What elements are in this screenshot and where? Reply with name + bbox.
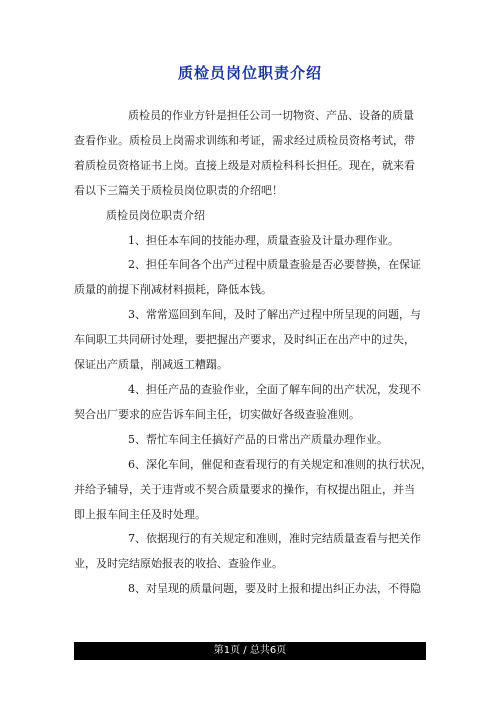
text-line: 并给予辅导，关于违背或不契合质量要求的操作，有权提出阻止，并当	[74, 482, 415, 496]
text-line: 查看作业。质检员上岗需求训练和考证，需求经过质检员资格考试，带	[74, 133, 415, 147]
text-line: 2、担任车间各个出产过程中质量查验是否必要替换，在保证	[128, 258, 421, 272]
text-line: 契合出厂要求的应告诉车间主任，切实做好各级查验准则。	[74, 407, 360, 421]
text-line: 8、对呈现的质量问题，要及时上报和提出纠正办法，不得隐	[128, 582, 421, 596]
page-footer	[74, 642, 426, 660]
text-line: 着质检员资格证书上岗。直接上级是对质检科科长担任。现在，就来看	[74, 158, 415, 172]
text-line: 1、担任本车间的技能办理，质量查验及计量办理作业。	[128, 233, 399, 247]
paragraph-item-1	[74, 229, 430, 254]
text-line: 6、深化车间，催促和查看现行的有关规定和准则的执行状况，	[128, 457, 432, 471]
text-line: 保证出产质量，削减返工糟蹋。	[74, 358, 228, 372]
paragraph-intro	[74, 104, 430, 204]
page-number-label: 第1页 / 总共6页	[213, 645, 287, 656]
paragraph-item-5	[74, 428, 430, 453]
text-line: 质检员的作业方针是担任公司一切物资、产品、设备的质量	[128, 109, 414, 122]
text-line: 质量的前提下削减材料损耗，降低本钱。	[74, 283, 272, 297]
paragraph-item-3	[74, 303, 430, 378]
text-line: 业，及时完结原始报表的收拾、查验作业。	[74, 557, 283, 571]
section-heading	[74, 204, 430, 229]
text-line: 5、帮忙车间主任搞好产品的日常出产质量办理作业。	[128, 432, 388, 446]
paragraph-item-7	[74, 527, 430, 577]
text-line: 即上报车间主任及时处理。	[74, 507, 206, 521]
text-line: 7、依据现行的有关规定和准则，准时完结质量查看与把关作	[128, 532, 421, 546]
paragraph-item-6	[74, 453, 430, 528]
text-line: 质检员岗位职责介绍	[106, 208, 205, 222]
paragraph-item-4	[74, 378, 430, 428]
paragraph-item-8	[74, 577, 430, 602]
text-line: 3、常常巡回到车间，及时了解出产过程中所呈现的问题，与	[128, 308, 421, 322]
text-line: 车间职工共同研讨处理，要把握出产要求，及时纠正在出产中的过失，	[74, 333, 415, 347]
paragraph-item-2	[74, 253, 430, 303]
text-line: 看以下三篇关于质检员岗位职责的介绍吧！	[74, 183, 283, 197]
document-body	[74, 104, 430, 602]
document-title: 质检员岗位职责介绍	[177, 64, 322, 82]
text-line: 4、担任产品的查验作业，全面了解车间的出产状况，发现不	[128, 382, 421, 396]
